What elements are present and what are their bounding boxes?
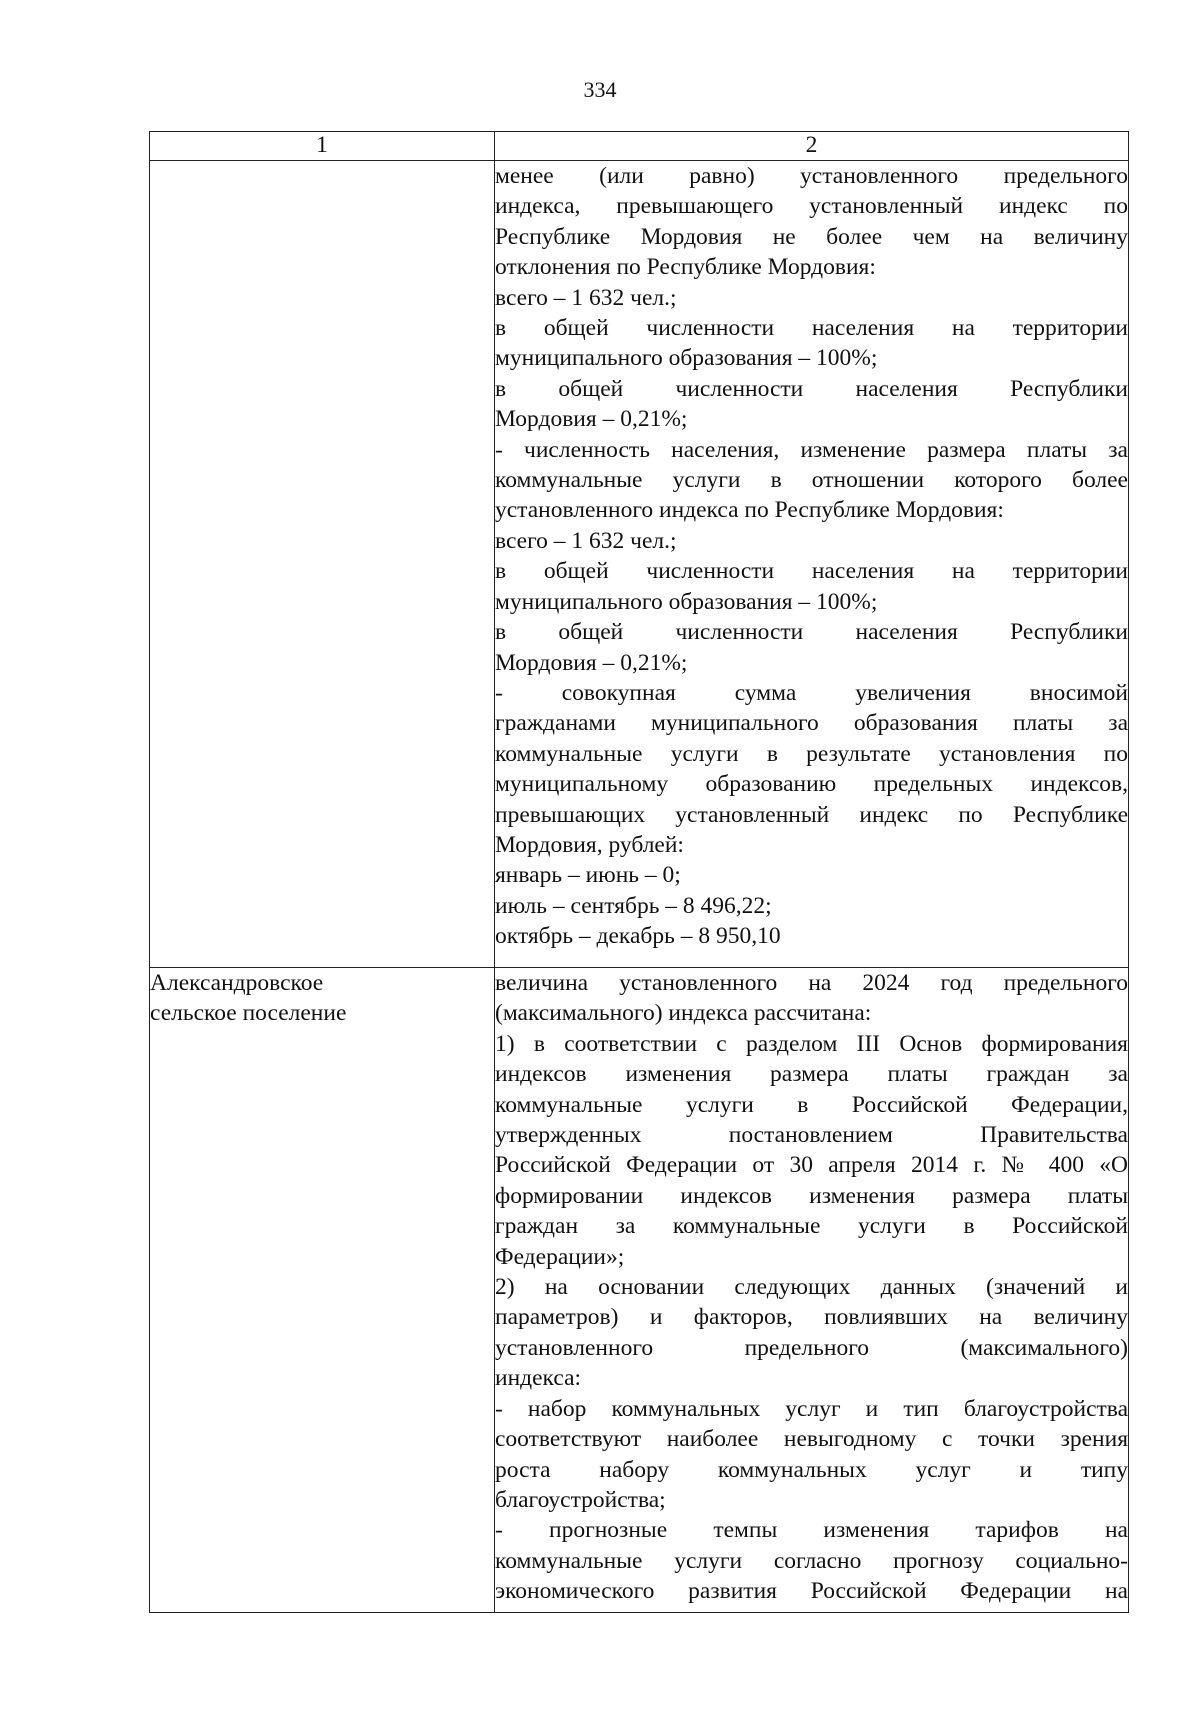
description-cell — [495, 968, 1129, 1613]
text-line: в общей численности населения на территории — [495, 558, 1128, 585]
municipality-name-line: сельское поселение — [150, 1000, 347, 1027]
text-line: Федерации»; — [495, 1243, 625, 1270]
text-line: 1) в соответствии с разделом III Основ формирования — [495, 1030, 1128, 1057]
text-line: в общей численности населения Республики — [495, 619, 1128, 646]
text-line: соответствуют наиболее невыгодному с точки зрения — [495, 1426, 1128, 1453]
text-line: январь – июнь – 0; — [495, 862, 681, 889]
document-table — [149, 131, 1129, 1613]
text-line: формировании индексов изменения размера платы — [495, 1182, 1128, 1209]
description-cell — [495, 161, 1129, 968]
text-line: - прогнозные темпы изменения тарифов на — [495, 1517, 1128, 1544]
text-line: индексов изменения размера платы граждан за — [495, 1061, 1128, 1088]
text-line: (максимального) индекса рассчитана: — [495, 1000, 872, 1027]
text-line: величина установленного на 2024 год предельного — [495, 970, 1128, 996]
text-line: утвержденных постановлением Правительства — [495, 1122, 1128, 1149]
text-line: 2) на основании следующих данных (значений и — [495, 1274, 1128, 1301]
text-line: коммунальные услуги в отношении которого более — [495, 467, 1128, 494]
table-row — [150, 968, 1129, 1613]
text-line: июль – сентябрь – 8 496,22; — [495, 892, 772, 919]
text-line: граждан за коммунальные услуги в Российской — [495, 1213, 1128, 1240]
text-line: отклонения по Республике Мордовия: — [495, 254, 876, 281]
text-line: индекса, превышающего установленный индекс по — [495, 193, 1128, 220]
text-line: в общей численности населения на территории — [495, 315, 1128, 342]
text-line: Республике Мордовия не более чем на величину — [495, 223, 1128, 250]
text-line: роста набору коммунальных услуг и типу — [495, 1456, 1128, 1483]
text-line: коммунальные услуги в результате установления по — [495, 740, 1128, 767]
text-line: коммунальные услуги согласно прогнозу социально- — [495, 1547, 1128, 1574]
column-header-2: 2 — [495, 132, 1129, 161]
text-line: всего – 1 632 чел.; — [495, 284, 677, 311]
text-line: - численность населения, изменение размера платы за — [495, 436, 1128, 463]
text-line: - совокупная сумма увеличения вносимой — [495, 679, 1128, 706]
text-line: коммунальные услуги в Российской Федерации, — [495, 1091, 1128, 1118]
text-line: Российской Федерации от 30 апреля 2014 г. № 400 «О — [495, 1152, 1128, 1179]
municipality-name-cell — [150, 161, 495, 968]
column-header-1: 1 — [150, 132, 495, 161]
text-line: превышающих установленный индекс по Республике — [495, 801, 1128, 828]
text-line: Мордовия – 0,21%; — [495, 649, 688, 676]
text-line: установленного предельного (максимального) — [495, 1334, 1128, 1361]
text-line: - набор коммунальных услуг и тип благоустройства — [495, 1395, 1128, 1422]
text-line: в общей численности населения Республики — [495, 375, 1128, 402]
page-number: 334 — [583, 77, 617, 102]
text-line: индекса: — [495, 1365, 582, 1392]
text-line: благоустройства; — [495, 1486, 666, 1513]
text-line: Мордовия – 0,21%; — [495, 406, 688, 433]
text-line: муниципального образования – 100%; — [495, 345, 878, 372]
text-line: менее (или равно) установленного предельного — [495, 163, 1128, 189]
table-header-row — [150, 132, 1129, 161]
municipality-name-line: Александровское — [150, 970, 324, 996]
text-line: муниципальному образованию предельных индексов, — [495, 771, 1128, 798]
text-line: всего – 1 632 чел.; — [495, 527, 677, 554]
text-line: гражданами муниципального образования платы за — [495, 710, 1128, 737]
text-line: экономического развития Российской Федерации на — [495, 1578, 1128, 1605]
text-line: муниципального образования – 100%; — [495, 588, 878, 615]
table-row — [150, 161, 1129, 968]
text-line: октябрь – декабрь – 8 950,10 — [495, 923, 781, 950]
text-line: параметров) и факторов, повлиявших на величину — [495, 1304, 1128, 1331]
text-line: Мордовия, рублей: — [495, 831, 684, 858]
municipality-name-cell — [150, 968, 495, 1613]
text-line: установленного индекса по Республике Мордовия: — [495, 497, 1004, 524]
